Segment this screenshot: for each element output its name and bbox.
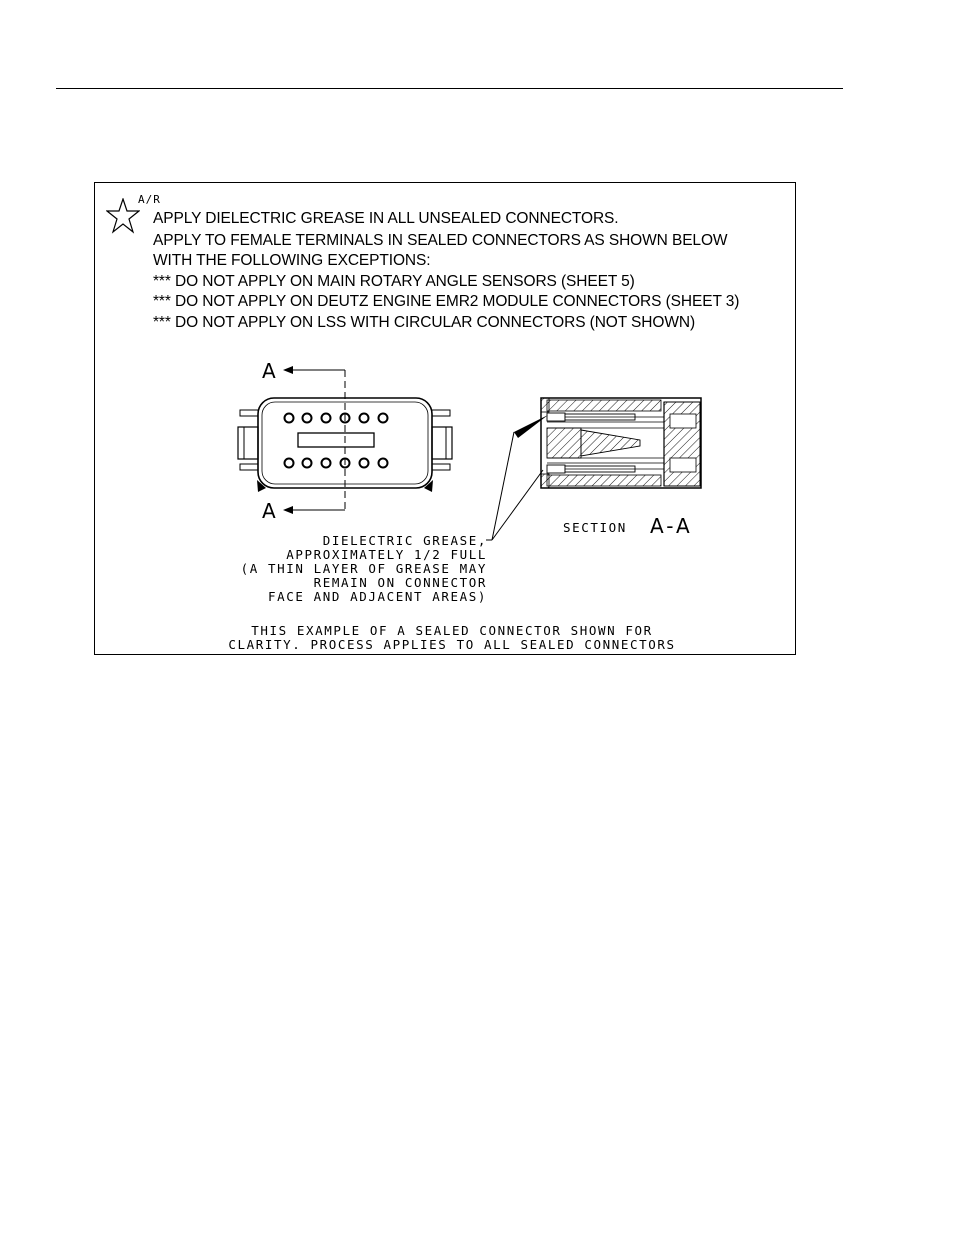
note-line-1: APPLY DIELECTRIC GREASE IN ALL UNSEALED CONNECTORS.	[153, 210, 619, 227]
callout-line-4: REMAIN ON CONNECTOR	[313, 575, 487, 590]
section-label-prefix: SECTION	[563, 520, 627, 535]
ar-label: A/R	[138, 193, 161, 206]
footer-note-line-2: CLARITY. PROCESS APPLIES TO ALL SEALED CONNECTORS	[228, 637, 676, 652]
callout-line-2: APPROXIMATELY 1/2 FULL	[286, 547, 487, 562]
section-marker-top: A	[262, 359, 276, 383]
note-line-6: *** DO NOT APPLY ON LSS WITH CIRCULAR CONNECTORS (NOT SHOWN)	[153, 314, 696, 331]
connector-front-view	[238, 366, 452, 514]
callout-line-3: (A THIN LAYER OF GREASE MAY	[240, 561, 487, 576]
section-marker-bottom: A	[262, 499, 276, 523]
note-line-5: *** DO NOT APPLY ON DEUTZ ENGINE EMR2 MODULE CONNECTORS (SHEET 3)	[153, 293, 740, 310]
note-line-3: WITH THE FOLLOWING EXCEPTIONS:	[153, 252, 431, 269]
note-line-2: APPLY TO FEMALE TERMINALS IN SEALED CONNECTORS AS SHOWN BELOW	[153, 232, 728, 249]
callout-line-5: FACE AND ADJACENT AREAS)	[267, 589, 487, 604]
footer-note-line-1: THIS EXAMPLE OF A SEALED CONNECTOR SHOWN FOR	[251, 623, 653, 638]
note-line-4: *** DO NOT APPLY ON MAIN ROTARY ANGLE SENSORS (SHEET 5)	[153, 273, 635, 290]
callout-line-1: DIELECTRIC GREASE,	[322, 533, 487, 548]
section-label-name: A-A	[650, 514, 693, 538]
